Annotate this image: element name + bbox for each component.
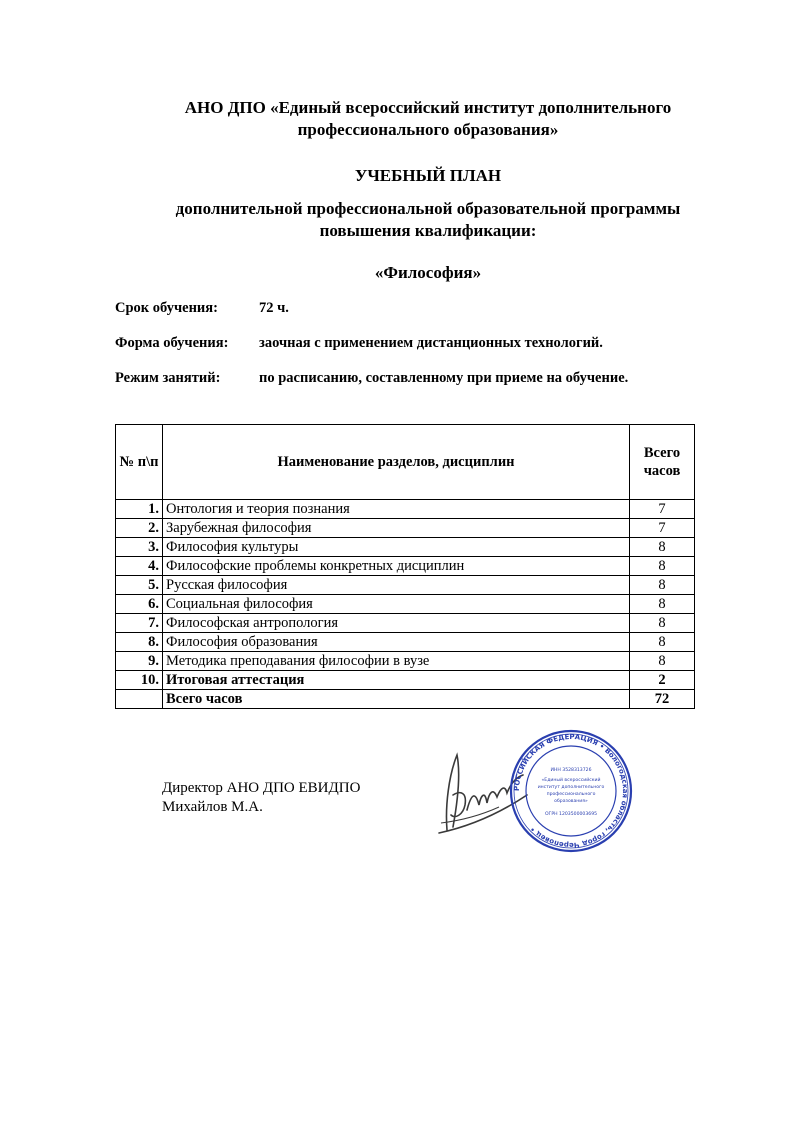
row-title: Философская антропология <box>163 614 630 633</box>
row-hours: 8 <box>630 576 695 595</box>
hours-header-line-1: Всего <box>643 445 681 461</box>
table-row <box>116 671 695 690</box>
director-signature-block <box>162 779 360 817</box>
table-row <box>116 519 695 538</box>
table-row <box>116 595 695 614</box>
column-header-hours <box>630 425 695 500</box>
mode-value: по расписанию, составленному при приеме на обучение. <box>259 370 629 386</box>
row-title: Философия культуры <box>163 538 630 557</box>
total-label: Всего часов <box>163 690 630 709</box>
row-hours: 2 <box>630 671 695 690</box>
table-row <box>116 576 695 595</box>
total-row <box>116 690 695 709</box>
row-number: 2. <box>116 519 163 538</box>
svg-text:институт дополнительного: институт дополнительного <box>537 785 605 790</box>
program-name: «Философия» <box>374 263 482 282</box>
table-row <box>116 633 695 652</box>
table-body <box>116 500 695 709</box>
row-number: 7. <box>116 614 163 633</box>
program-description <box>0 198 800 242</box>
row-hours: 7 <box>630 500 695 519</box>
row-number: 8. <box>116 633 163 652</box>
curriculum-table <box>115 424 695 709</box>
program-line-2: повышения квалификации: <box>319 221 537 240</box>
table-row <box>116 557 695 576</box>
row-hours: 8 <box>630 538 695 557</box>
table-row <box>116 652 695 671</box>
duration-value: 72 ч. <box>259 300 289 316</box>
column-header-number: № п\п <box>116 425 163 500</box>
svg-text:ИНН 3528313726: ИНН 3528313726 <box>550 768 592 773</box>
organization-title <box>0 97 800 141</box>
document-title: УЧЕБНЫЙ ПЛАН <box>354 166 502 185</box>
row-hours: 8 <box>630 652 695 671</box>
row-number: 5. <box>116 576 163 595</box>
director-name: Михайлов М.А. <box>162 799 263 815</box>
svg-text:профессионального: профессионального <box>546 792 596 797</box>
info-form <box>115 334 603 352</box>
row-title: Онтология и теория познания <box>163 500 630 519</box>
row-hours: 8 <box>630 557 695 576</box>
form-label: Форма обучения: <box>115 335 229 351</box>
row-number: 3. <box>116 538 163 557</box>
row-title: Зарубежная философия <box>163 519 630 538</box>
table-row <box>116 538 695 557</box>
row-hours: 8 <box>630 633 695 652</box>
total-hours: 72 <box>630 690 695 709</box>
total-number-cell <box>116 690 163 709</box>
form-value: заочная с применением дистанционных технологий. <box>259 335 603 351</box>
program-line-1: дополнительной профессиональной образовательной программы <box>175 199 681 218</box>
row-title: Русская философия <box>163 576 630 595</box>
row-title: Методика преподавания философии в вузе <box>163 652 630 671</box>
mode-label: Режим занятий: <box>115 370 221 386</box>
table-row <box>116 500 695 519</box>
row-number: 1. <box>116 500 163 519</box>
svg-text:ОГРН 1203500003695: ОГРН 1203500003695 <box>544 812 598 817</box>
row-number: 9. <box>116 652 163 671</box>
column-header-name: Наименование разделов, дисциплин <box>163 425 630 500</box>
duration-label: Срок обучения: <box>115 300 218 316</box>
row-hours: 8 <box>630 595 695 614</box>
director-title: Директор АНО ДПО ЕВИДПО <box>162 780 361 796</box>
info-duration <box>115 299 289 317</box>
row-hours: 8 <box>630 614 695 633</box>
row-title: Философия образования <box>163 633 630 652</box>
hours-header-line-2: часов <box>643 463 681 479</box>
row-number: 10. <box>116 671 163 690</box>
organization-name: АНО ДПО «Единый всероссийский институт дополнительного профессионального образования» <box>184 98 672 139</box>
organization-seal <box>507 727 635 855</box>
row-hours: 7 <box>630 519 695 538</box>
table-row <box>116 614 695 633</box>
row-number: 4. <box>116 557 163 576</box>
svg-text:РОССИЙСКАЯ ФЕДЕРАЦИЯ • Вологод: РОССИЙСКАЯ ФЕДЕРАЦИЯ • Вологодская область, город Череповец • <box>512 732 630 850</box>
table-header-row <box>116 425 695 500</box>
row-number: 6. <box>116 595 163 614</box>
svg-text:образования»: образования» <box>554 799 588 804</box>
svg-text:«Единый всероссийский: «Единый всероссийский <box>541 778 601 783</box>
info-mode <box>115 369 629 387</box>
row-title: Философские проблемы конкретных дисциплин <box>163 557 630 576</box>
row-title: Социальная философия <box>163 595 630 614</box>
row-title: Итоговая аттестация <box>163 671 630 690</box>
